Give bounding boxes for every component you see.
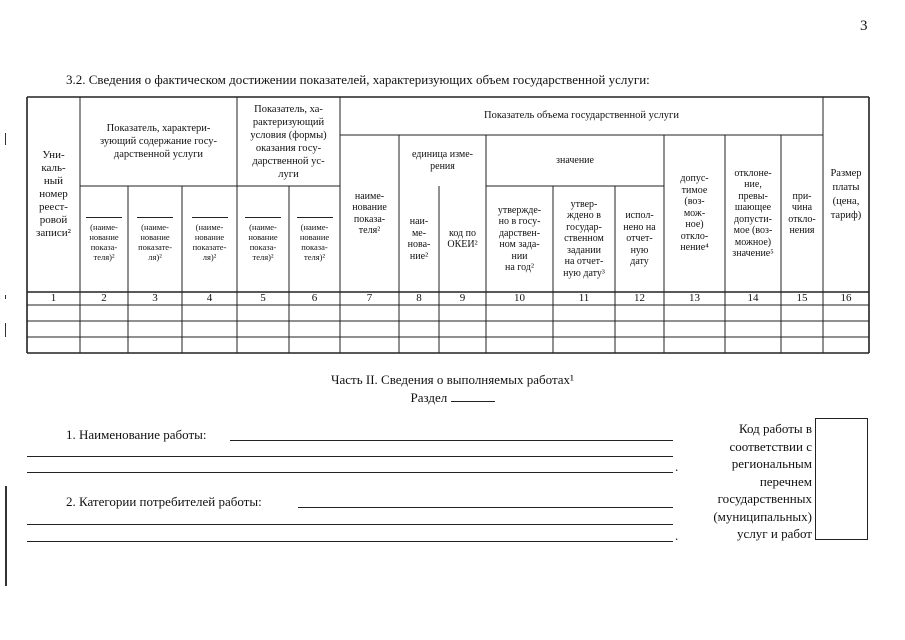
sub-indicator-1 xyxy=(80,186,128,292)
col-number: 9 xyxy=(459,291,466,304)
razdel-blank[interactable] xyxy=(451,390,495,402)
header-okei-code: код по ОКЕИ² xyxy=(447,227,478,250)
consumers-field-line-3[interactable] xyxy=(27,541,673,542)
sub-indicator-label: (наиме- нование показа- теля)² xyxy=(299,221,330,262)
sub-indicator-label: (наиме- нование показа- теля)² xyxy=(89,221,119,262)
work-name-field-line-2[interactable] xyxy=(27,456,673,457)
section-title: 3.2. Сведения о фактическом достижении показателей, характеризующих объем государственной услуги: xyxy=(66,72,650,87)
blank-dash xyxy=(86,217,122,218)
sub-indicator-3 xyxy=(182,186,237,292)
blank-dash xyxy=(192,217,228,218)
header-value: значение xyxy=(556,154,594,166)
work-code-label: Код работы в соответствии с региональным перечнем государственных (муниципальных) услуг и работ xyxy=(713,421,812,541)
col-number: 4 xyxy=(206,291,213,304)
header-deviation-reason: при- чина откло- нения xyxy=(788,190,816,236)
sub-indicator-2 xyxy=(128,186,182,292)
col-number: 6 xyxy=(311,291,318,304)
consumers-label: 2. Категории потребителей работы: xyxy=(66,494,262,509)
header-volume-indicator: Показатель объема государственной услуги xyxy=(484,110,679,122)
sub-indicator-label: (наиме- нование показа- теля)² xyxy=(248,221,278,262)
period-mark: . xyxy=(675,459,679,474)
razdel-label: Раздел xyxy=(410,390,448,405)
work-name-field[interactable] xyxy=(230,440,673,441)
work-name-label: 1. Наименование работы: xyxy=(66,427,207,442)
sub-indicator-label: (наиме- нование показате- ля)² xyxy=(192,221,227,262)
header-allowed-deviation: допус- тимое (воз- мож- ное) откло- нение⁴ xyxy=(680,173,709,254)
scan-mark xyxy=(5,323,6,337)
scan-mark xyxy=(5,486,7,586)
header-conditions-indicator: Показатель, ха- рактеризующий условия (формы) оказания госу- дарственной ус- луги xyxy=(250,103,327,180)
col-number: 10 xyxy=(514,291,525,304)
header-unit: единица изме- рения xyxy=(412,149,473,172)
sub-indicator-label: (наиме- нование показате- ля)² xyxy=(138,221,172,262)
work-name-field-line-3[interactable] xyxy=(27,472,673,473)
col-number: 11 xyxy=(578,291,590,304)
blank-dash xyxy=(137,217,173,218)
blank-dash xyxy=(297,217,333,218)
col-number: 12 xyxy=(634,291,645,304)
work-code-box[interactable] xyxy=(815,418,868,540)
header-executed: испол- нено на отчет- ную дату xyxy=(623,210,656,268)
header-fee-size: Размер платы (цена, тариф) xyxy=(830,167,862,221)
col-number: 3 xyxy=(152,291,158,304)
header-approved-report-date: утвер- ждено в государ- ственном задании на отчет- ную дату³ xyxy=(563,198,605,279)
col-number: 8 xyxy=(416,291,422,304)
scan-mark xyxy=(5,295,6,299)
sub-indicator-4 xyxy=(237,186,289,292)
period-mark: . xyxy=(675,528,679,543)
header-unique-number: Уни- каль- ный номер реест- ровой записи² xyxy=(36,149,71,239)
razdel-line xyxy=(0,390,905,406)
blank-dash xyxy=(245,217,281,218)
consumers-field[interactable] xyxy=(298,507,673,508)
col-number: 7 xyxy=(366,291,373,304)
header-exceeding-deviation: отклоне- ние, превы- шающее допусти- мое (воз- можное) значение⁵ xyxy=(732,167,774,259)
col-number: 15 xyxy=(796,291,808,304)
header-content-indicator: Показатель, характери- зующий содержание госу- дарственной услуги xyxy=(99,123,218,160)
col-number: 5 xyxy=(260,291,266,304)
col-number: 16 xyxy=(840,291,852,304)
header-indicator-name: наиме- нование показа- теля² xyxy=(352,190,387,236)
col-number: 2 xyxy=(101,291,107,304)
page-number: 3 xyxy=(860,18,868,34)
col-number: 1 xyxy=(50,291,57,304)
col-number: 14 xyxy=(747,291,759,304)
part2-title: Часть II. Сведения о выполняемых работах¹ xyxy=(331,372,574,387)
sub-indicator-5 xyxy=(289,186,340,292)
col-number: 13 xyxy=(689,291,700,304)
consumers-field-line-2[interactable] xyxy=(27,524,673,525)
header-unit-name: наи- ме- нова- ние² xyxy=(407,216,431,262)
header-approved-year: утвержде- но в госу- дарствен- ном зада- нии на год² xyxy=(497,204,542,273)
scan-mark xyxy=(5,133,6,145)
